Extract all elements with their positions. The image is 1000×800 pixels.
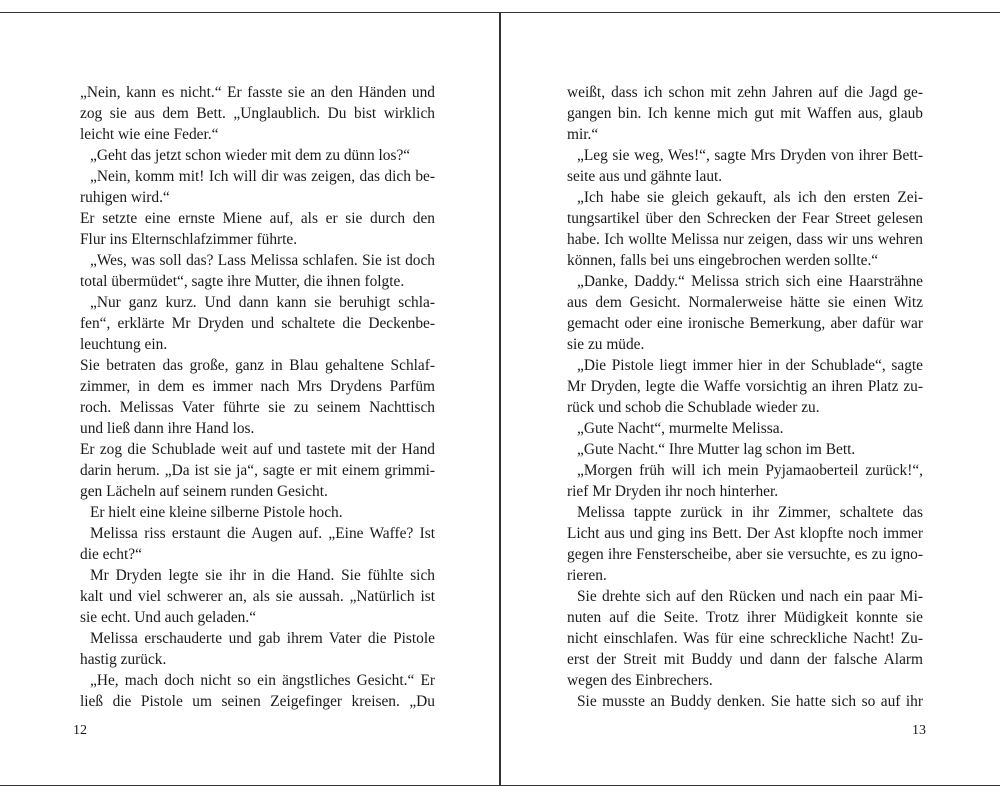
text-line: sie zu müde. xyxy=(567,336,645,353)
text-line: rück und schob die Schublade wieder zu. xyxy=(567,399,820,416)
text-line: aus dem Gesicht. Normalerweise hätte sie einen Witz xyxy=(567,294,923,311)
text-line: gemacht oder eine ironische Bemerkung, aber dafür war xyxy=(567,315,923,332)
text-line: „Danke, Daddy.“ Melissa strich sich eine Haarsträhne xyxy=(577,273,923,290)
text-line: fen“, erklärte Mr Dryden und schaltete die Deckenbe- xyxy=(80,315,435,332)
text-line: Melissa erschauderte und gab ihrem Vater die Pistole xyxy=(90,630,435,647)
text-line: rieren. xyxy=(567,567,607,584)
text-line: Licht aus und ging ins Bett. Der Ast klopfte noch immer xyxy=(567,525,923,542)
text-line: nicht einschlafen. Was für eine schreckliche Nacht! Zu- xyxy=(567,630,923,647)
text-line: sie echt. Und auch geladen.“ xyxy=(80,609,257,626)
text-line: Melissa riss erstaunt die Augen auf. „Eine Waffe? Ist xyxy=(90,525,435,542)
right-page-text xyxy=(567,82,923,712)
text-line: „Die Pistole liegt immer hier in der Schublade“, sagte xyxy=(577,357,923,374)
text-line: Sie musste an Buddy denken. Sie hatte sich so auf ihr xyxy=(577,693,923,710)
text-line: Melissa tappte zurück in ihr Zimmer, schaltete das xyxy=(577,504,923,521)
left-page-text xyxy=(80,82,435,712)
text-line: „Leg sie weg, Wes!“, sagte Mrs Dryden von ihrer Bett- xyxy=(577,147,923,164)
text-line: tungsartikel über den Schrecken der Fear Street gelesen xyxy=(567,210,923,227)
text-line: Er setzte eine ernste Miene auf, als er sie durch den xyxy=(80,210,435,227)
text-line: „Gute Nacht“, murmelte Melissa. xyxy=(577,420,784,437)
text-line: habe. Ich wollte Melissa nur zeigen, dass wir uns wehren xyxy=(567,231,923,248)
text-line: Mr Dryden, legte die Waffe vorsichtig an ihren Platz zu- xyxy=(567,378,923,395)
left-page xyxy=(0,13,499,785)
text-line: Mr Dryden legte sie ihr in die Hand. Sie fühlte sich xyxy=(90,567,435,584)
text-line: „Nein, komm mit! Ich will dir was zeigen, das dich be- xyxy=(90,168,435,185)
text-line: zog sie aus dem Bett. „Unglaublich. Du bist wirklich xyxy=(80,105,435,122)
text-line: erst der Streit mit Buddy und dann der falsche Alarm xyxy=(567,651,923,668)
text-line: Er zog die Schublade weit auf und tastete mit der Hand xyxy=(80,441,435,458)
text-line: „Nein, kann es nicht.“ Er fasste sie an den Händen und xyxy=(80,84,435,101)
text-line: Er hielt eine kleine silberne Pistole hoch. xyxy=(90,504,343,521)
page-number-right: 13 xyxy=(912,723,926,738)
text-line: gegen ihre Fensterscheibe, aber sie versuchte, es zu igno- xyxy=(567,546,923,563)
text-line: „He, mach doch nicht so ein ängstliches Gesicht.“ Er xyxy=(90,672,435,689)
book-spread xyxy=(0,12,1000,786)
text-line: „Wes, was soll das? Lass Melissa schlafen. Sie ist doch xyxy=(90,252,435,269)
text-line: „Morgen früh will ich mein Pyjamaoberteil zurück!“, xyxy=(577,462,923,479)
right-page xyxy=(501,13,1000,785)
text-line: gangen bin. Ich kenne mich gut mit Waffen aus, glaub xyxy=(567,105,923,122)
page-number-left: 12 xyxy=(73,723,87,738)
text-line: darin herum. „Da ist sie ja“, sagte er mit einem grimmi- xyxy=(80,462,435,479)
text-line: mir.“ xyxy=(567,126,599,143)
text-line: Sie betraten das große, ganz in Blau gehaltene Schlaf- xyxy=(80,357,435,374)
text-line: ruhigen wird.“ xyxy=(80,189,170,206)
text-line: können, falls bei uns eingebrochen werden sollte.“ xyxy=(567,252,879,269)
text-line: „Nur ganz kurz. Und dann kann sie beruhigt schla- xyxy=(90,294,435,311)
text-line: gen Lächeln auf seinem runden Gesicht. xyxy=(80,483,328,500)
text-line: ließ die Pistole um seinen Zeigefinger kreisen. „Du xyxy=(80,693,435,710)
text-line: weißt, dass ich schon mit zehn Jahren auf die Jagd ge- xyxy=(567,84,923,101)
text-line: die echt?“ xyxy=(80,546,142,563)
text-line: nuten auf die Seite. Trotz ihrer Müdigkeit konnte sie xyxy=(567,609,923,626)
text-line: wegen des Einbrechers. xyxy=(567,672,713,689)
text-line: „Gute Nacht.“ Ihre Mutter lag schon im Bett. xyxy=(577,441,856,458)
text-line: rief Mr Dryden ihr noch hinterher. xyxy=(567,483,779,500)
text-line: leuchtung ein. xyxy=(80,336,168,353)
text-line: seite aus und gähnte laut. xyxy=(567,168,723,185)
text-line: total übermüdet“, sagte ihre Mutter, die ihnen folgte. xyxy=(80,273,405,290)
text-line: „Ich habe sie gleich gekauft, als ich den ersten Zei- xyxy=(577,189,923,206)
text-line: zimmer, in dem es immer nach Mrs Drydens Parfüm xyxy=(80,378,435,395)
text-line: „Geht das jetzt schon wieder mit dem zu dünn los?“ xyxy=(90,147,411,164)
text-line: kalt und viel schwerer an, als sie aussah. „Natürlich ist xyxy=(80,588,435,605)
text-line: roch. Melissas Vater führte sie zu seinem Nachttisch xyxy=(80,399,435,416)
text-line: und ließ dann ihre Hand los. xyxy=(80,420,255,437)
text-line: hastig zurück. xyxy=(80,651,167,668)
text-line: leicht wie eine Feder.“ xyxy=(80,126,219,143)
text-line: Sie drehte sich auf den Rücken und nach ein paar Mi- xyxy=(577,588,923,605)
text-line: Flur ins Elternschlafzimmer führte. xyxy=(80,231,298,248)
